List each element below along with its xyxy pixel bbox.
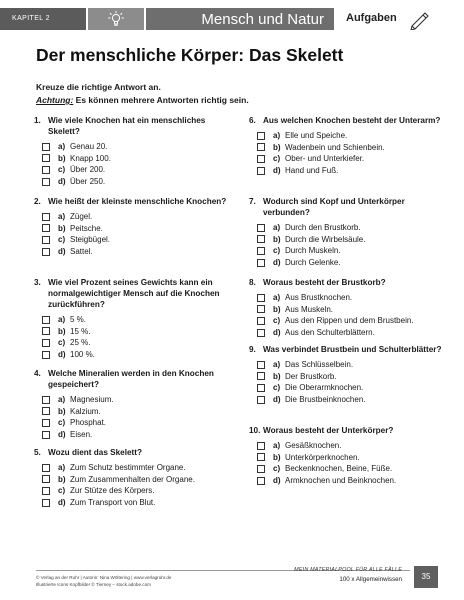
option-letter: b): [273, 371, 281, 381]
answer-checkbox[interactable]: [42, 166, 50, 174]
footer-subtitle: 100 x Allgemeinwissen: [339, 576, 402, 583]
option-text: Durch Gelenke.: [285, 258, 341, 268]
answer-option: [42, 406, 234, 418]
answer-option: [257, 463, 449, 475]
answer-option: [257, 292, 449, 304]
question-heading: [34, 196, 234, 207]
answer-checkbox[interactable]: [42, 475, 50, 483]
answer-option: [257, 153, 449, 165]
option-letter: a): [58, 395, 66, 405]
option-text: Aus Muskeln.: [285, 304, 334, 314]
answer-checkbox[interactable]: [257, 155, 265, 163]
answer-option: [42, 314, 234, 326]
answer-option: [42, 349, 234, 361]
answer-option: [257, 130, 449, 142]
answer-checkbox[interactable]: [257, 477, 265, 485]
answer-options: [249, 130, 449, 176]
chapter-tab: KAPITEL 2: [0, 8, 86, 30]
option-letter: c): [58, 235, 66, 245]
option-letter: b): [58, 326, 66, 336]
answer-option: [42, 337, 234, 349]
attention-note: [36, 95, 249, 105]
answer-option: [42, 153, 234, 165]
answer-option: [257, 315, 449, 327]
answer-checkbox[interactable]: [42, 396, 50, 404]
question-heading: [34, 368, 234, 390]
question-7: [249, 196, 449, 268]
answer-options: [249, 292, 449, 338]
option-text: Knapp 100.: [70, 153, 111, 163]
answer-option: [257, 394, 449, 406]
answer-option: [257, 142, 449, 154]
answer-option: [257, 382, 449, 394]
footer-illustration-credits: Illustrierte Icons Kopfbilder © Tierney – stock.adobe.com: [36, 582, 151, 587]
option-letter: d): [273, 258, 281, 268]
question-6: [249, 115, 449, 176]
option-letter: d): [273, 166, 281, 176]
answer-checkbox[interactable]: [42, 316, 50, 324]
option-letter: d): [273, 476, 281, 486]
question-text: Wie viele Knochen hat ein menschliches Skelett?: [48, 116, 206, 136]
question-text: Was verbindet Brustbein und Schulterblätter?: [263, 345, 442, 354]
answer-option: [42, 326, 234, 338]
option-text: Aus den Rippen und dem Brustbein.: [285, 316, 414, 326]
option-text: Aus Brustknochen.: [285, 293, 353, 303]
answer-options: [249, 359, 449, 405]
answer-option: [257, 327, 449, 339]
option-letter: d): [58, 430, 66, 440]
answer-options: [34, 394, 234, 440]
question-heading: [249, 277, 449, 288]
question-heading: [249, 344, 449, 355]
question-heading: [249, 425, 449, 436]
answer-checkbox[interactable]: [42, 351, 50, 359]
option-letter: c): [58, 165, 66, 175]
question-10: [249, 425, 449, 486]
option-text: Unterkörperknochen.: [285, 452, 360, 462]
answer-checkbox[interactable]: [42, 431, 50, 439]
option-text: Zügel.: [70, 212, 93, 222]
answer-option: [42, 211, 234, 223]
option-letter: c): [58, 338, 66, 348]
question-text: Wie viel Prozent seines Gewichts kann ein normalgewichtiger Mensch auf die Knochen zurückführen?: [48, 278, 220, 309]
page-title: Der menschliche Körper: Das Skelett: [36, 45, 344, 65]
option-letter: d): [58, 247, 66, 257]
answer-checkbox[interactable]: [257, 453, 265, 461]
answer-options: [34, 462, 234, 508]
option-text: 25 %.: [70, 338, 91, 348]
answer-option: [42, 429, 234, 441]
idea-tab: [88, 8, 144, 30]
option-letter: a): [58, 315, 66, 325]
question-heading: [249, 115, 449, 126]
option-text: Die Brustbeinknochen.: [285, 395, 366, 405]
question-8: [249, 277, 449, 338]
option-letter: c): [273, 316, 281, 326]
answer-option: [257, 222, 449, 234]
option-text: Das Schlüsselbein.: [285, 360, 354, 370]
option-letter: a): [273, 131, 281, 141]
option-letter: d): [58, 350, 66, 360]
option-letter: b): [58, 153, 66, 163]
option-text: Durch den Brustkorb.: [285, 223, 361, 233]
page-number: 35: [414, 566, 438, 588]
question-number: 4.: [34, 369, 41, 378]
question-text: Wodurch sind Kopf und Unterkörper verbunden?: [263, 197, 405, 217]
question-text: Aus welchen Knochen besteht der Unterarm?: [263, 116, 441, 125]
question-number: 7.: [249, 197, 256, 206]
option-text: Genau 20.: [70, 142, 108, 152]
answer-checkbox[interactable]: [257, 294, 265, 302]
answer-checkbox[interactable]: [257, 143, 265, 151]
option-letter: a): [58, 142, 66, 152]
answer-checkbox[interactable]: [42, 419, 50, 427]
answer-checkbox[interactable]: [257, 167, 265, 175]
attention-text: Es können mehrere Antworten richtig sein.: [73, 95, 249, 105]
answer-options: [34, 211, 234, 257]
option-letter: c): [273, 154, 281, 164]
answer-option: [257, 475, 449, 487]
answer-option: [42, 176, 234, 188]
question-number: 2.: [34, 197, 41, 206]
option-text: Eisen.: [70, 430, 93, 440]
question-4: [34, 368, 234, 440]
question-heading: [34, 277, 234, 310]
answer-checkbox[interactable]: [42, 154, 50, 162]
answer-option: [42, 394, 234, 406]
option-text: Aus den Schulterblättern.: [285, 328, 375, 338]
question-text: Woraus besteht der Brustkorb?: [263, 278, 386, 287]
answer-checkbox[interactable]: [257, 247, 265, 255]
answer-option: [42, 485, 234, 497]
answer-checkbox[interactable]: [42, 339, 50, 347]
option-letter: b): [273, 304, 281, 314]
page-header: [0, 8, 464, 30]
option-text: Armknochen und Beinknochen.: [285, 476, 397, 486]
answer-option: [42, 246, 234, 258]
answer-checkbox[interactable]: [257, 224, 265, 232]
section-label: Aufgaben: [346, 12, 397, 24]
answer-checkbox[interactable]: [42, 213, 50, 221]
option-letter: a): [273, 293, 281, 303]
answer-option: [257, 165, 449, 177]
question-number: 10.: [249, 426, 261, 435]
question-number: 5.: [34, 448, 41, 457]
attention-label: Achtung:: [36, 95, 74, 105]
question-number: 3.: [34, 278, 41, 287]
answer-option: [42, 141, 234, 153]
question-number: 8.: [249, 278, 256, 287]
answer-options: [249, 440, 449, 486]
question-2: [34, 196, 234, 257]
answer-checkbox[interactable]: [257, 361, 265, 369]
option-text: Peitsche.: [70, 223, 103, 233]
answer-checkbox[interactable]: [42, 248, 50, 256]
pencil-icon: [408, 8, 432, 30]
question-3: [34, 277, 234, 360]
footer-credits: © Verlag an der Ruhr | Autorin: Nina Wöltering | www.verlagruhr.de: [36, 575, 172, 580]
answer-checkbox[interactable]: [42, 143, 50, 151]
answer-checkbox[interactable]: [42, 499, 50, 507]
option-letter: b): [273, 452, 281, 462]
answer-option: [257, 359, 449, 371]
option-letter: d): [58, 498, 66, 508]
option-letter: d): [273, 328, 281, 338]
answer-checkbox[interactable]: [42, 236, 50, 244]
option-letter: d): [58, 177, 66, 187]
option-text: 5 %.: [70, 315, 87, 325]
answer-option: [257, 452, 449, 464]
answer-checkbox[interactable]: [257, 132, 265, 140]
option-letter: a): [58, 463, 66, 473]
instruction-text: Kreuze die richtige Antwort an.: [36, 82, 161, 92]
option-text: Ober- und Unterkiefer.: [285, 154, 365, 164]
question-number: 1.: [34, 116, 41, 125]
option-text: Hand und Fuß.: [285, 166, 339, 176]
answer-options: [34, 141, 234, 187]
option-letter: b): [273, 234, 281, 244]
answer-checkbox[interactable]: [257, 329, 265, 337]
option-letter: a): [273, 441, 281, 451]
answer-checkbox[interactable]: [42, 407, 50, 415]
option-text: Die Oberarmknochen.: [285, 383, 364, 393]
option-letter: c): [273, 383, 281, 393]
lightbulb-icon: [107, 10, 125, 28]
answer-option: [257, 440, 449, 452]
option-letter: b): [273, 142, 281, 152]
question-heading: [34, 115, 234, 137]
question-1: [34, 115, 234, 187]
option-letter: b): [58, 474, 66, 484]
option-text: Wadenbein und Schienbein.: [285, 142, 385, 152]
option-letter: d): [273, 395, 281, 405]
option-text: Der Brustkorb.: [285, 371, 337, 381]
option-letter: b): [58, 223, 66, 233]
answer-checkbox[interactable]: [257, 396, 265, 404]
answer-option: [42, 474, 234, 486]
option-text: Elle und Speiche.: [285, 131, 348, 141]
answer-checkbox[interactable]: [257, 465, 265, 473]
option-letter: a): [273, 360, 281, 370]
option-letter: c): [58, 418, 66, 428]
option-text: 100 %.: [70, 350, 95, 360]
answer-option: [42, 462, 234, 474]
option-text: Zum Schutz bestimmter Organe.: [70, 463, 186, 473]
answer-checkbox[interactable]: [42, 464, 50, 472]
answer-options: [249, 222, 449, 268]
question-text: Welche Mineralien werden in den Knochen gespeichert?: [48, 369, 214, 389]
answer-option: [42, 234, 234, 246]
option-text: Kalzium.: [70, 406, 101, 416]
answer-option: [257, 234, 449, 246]
question-heading: [249, 196, 449, 218]
answer-option: [257, 257, 449, 269]
answer-checkbox[interactable]: [257, 235, 265, 243]
answer-checkbox[interactable]: [257, 259, 265, 267]
answer-checkbox[interactable]: [257, 442, 265, 450]
answer-options: [34, 314, 234, 360]
option-text: Über 200.: [70, 165, 106, 175]
option-text: Durch Muskeln.: [285, 246, 341, 256]
answer-checkbox[interactable]: [257, 384, 265, 392]
answer-option: [42, 164, 234, 176]
option-text: Magnesium.: [70, 395, 114, 405]
answer-option: [42, 497, 234, 509]
answer-option: [42, 223, 234, 235]
answer-checkbox[interactable]: [257, 372, 265, 380]
question-heading: [34, 447, 234, 458]
question-text: Wozu dient das Skelett?: [48, 448, 143, 457]
option-text: 15 %.: [70, 326, 91, 336]
option-text: Zum Zusammenhalten der Organe.: [70, 474, 195, 484]
question-9: [249, 344, 449, 405]
option-letter: c): [273, 246, 281, 256]
option-text: Durch die Wirbelsäule.: [285, 234, 366, 244]
answer-checkbox[interactable]: [42, 487, 50, 495]
question-text: Woraus besteht der Unterkörper?: [263, 426, 394, 435]
option-text: Zur Stütze des Körpers.: [70, 486, 155, 496]
question-number: 9.: [249, 345, 256, 354]
answer-checkbox[interactable]: [42, 178, 50, 186]
option-letter: c): [273, 464, 281, 474]
topic-tab: Mensch und Natur: [146, 8, 334, 30]
answer-checkbox[interactable]: [42, 224, 50, 232]
option-text: Gesäßknochen.: [285, 441, 342, 451]
question-number: 6.: [249, 116, 256, 125]
footer-series: MEIN MATERIALPOOL FÜR ALLE FÄLLE: [294, 567, 402, 573]
answer-option: [42, 417, 234, 429]
answer-option: [257, 371, 449, 383]
option-text: Sattel.: [70, 247, 93, 257]
answer-checkbox[interactable]: [42, 327, 50, 335]
question-5: [34, 447, 234, 508]
option-letter: a): [58, 212, 66, 222]
question-text: Wie heißt der kleinste menschliche Knochen?: [48, 197, 227, 206]
option-text: Zum Transport von Blut.: [70, 498, 156, 508]
answer-checkbox[interactable]: [257, 305, 265, 313]
option-letter: a): [273, 223, 281, 233]
option-letter: b): [58, 406, 66, 416]
answer-option: [257, 245, 449, 257]
option-text: Über 250.: [70, 177, 106, 187]
option-letter: c): [58, 486, 66, 496]
answer-option: [257, 304, 449, 316]
option-text: Phosphat.: [70, 418, 107, 428]
option-text: Beckenknochen, Beine, Füße.: [285, 464, 393, 474]
answer-checkbox[interactable]: [257, 317, 265, 325]
option-text: Steigbügel.: [70, 235, 111, 245]
